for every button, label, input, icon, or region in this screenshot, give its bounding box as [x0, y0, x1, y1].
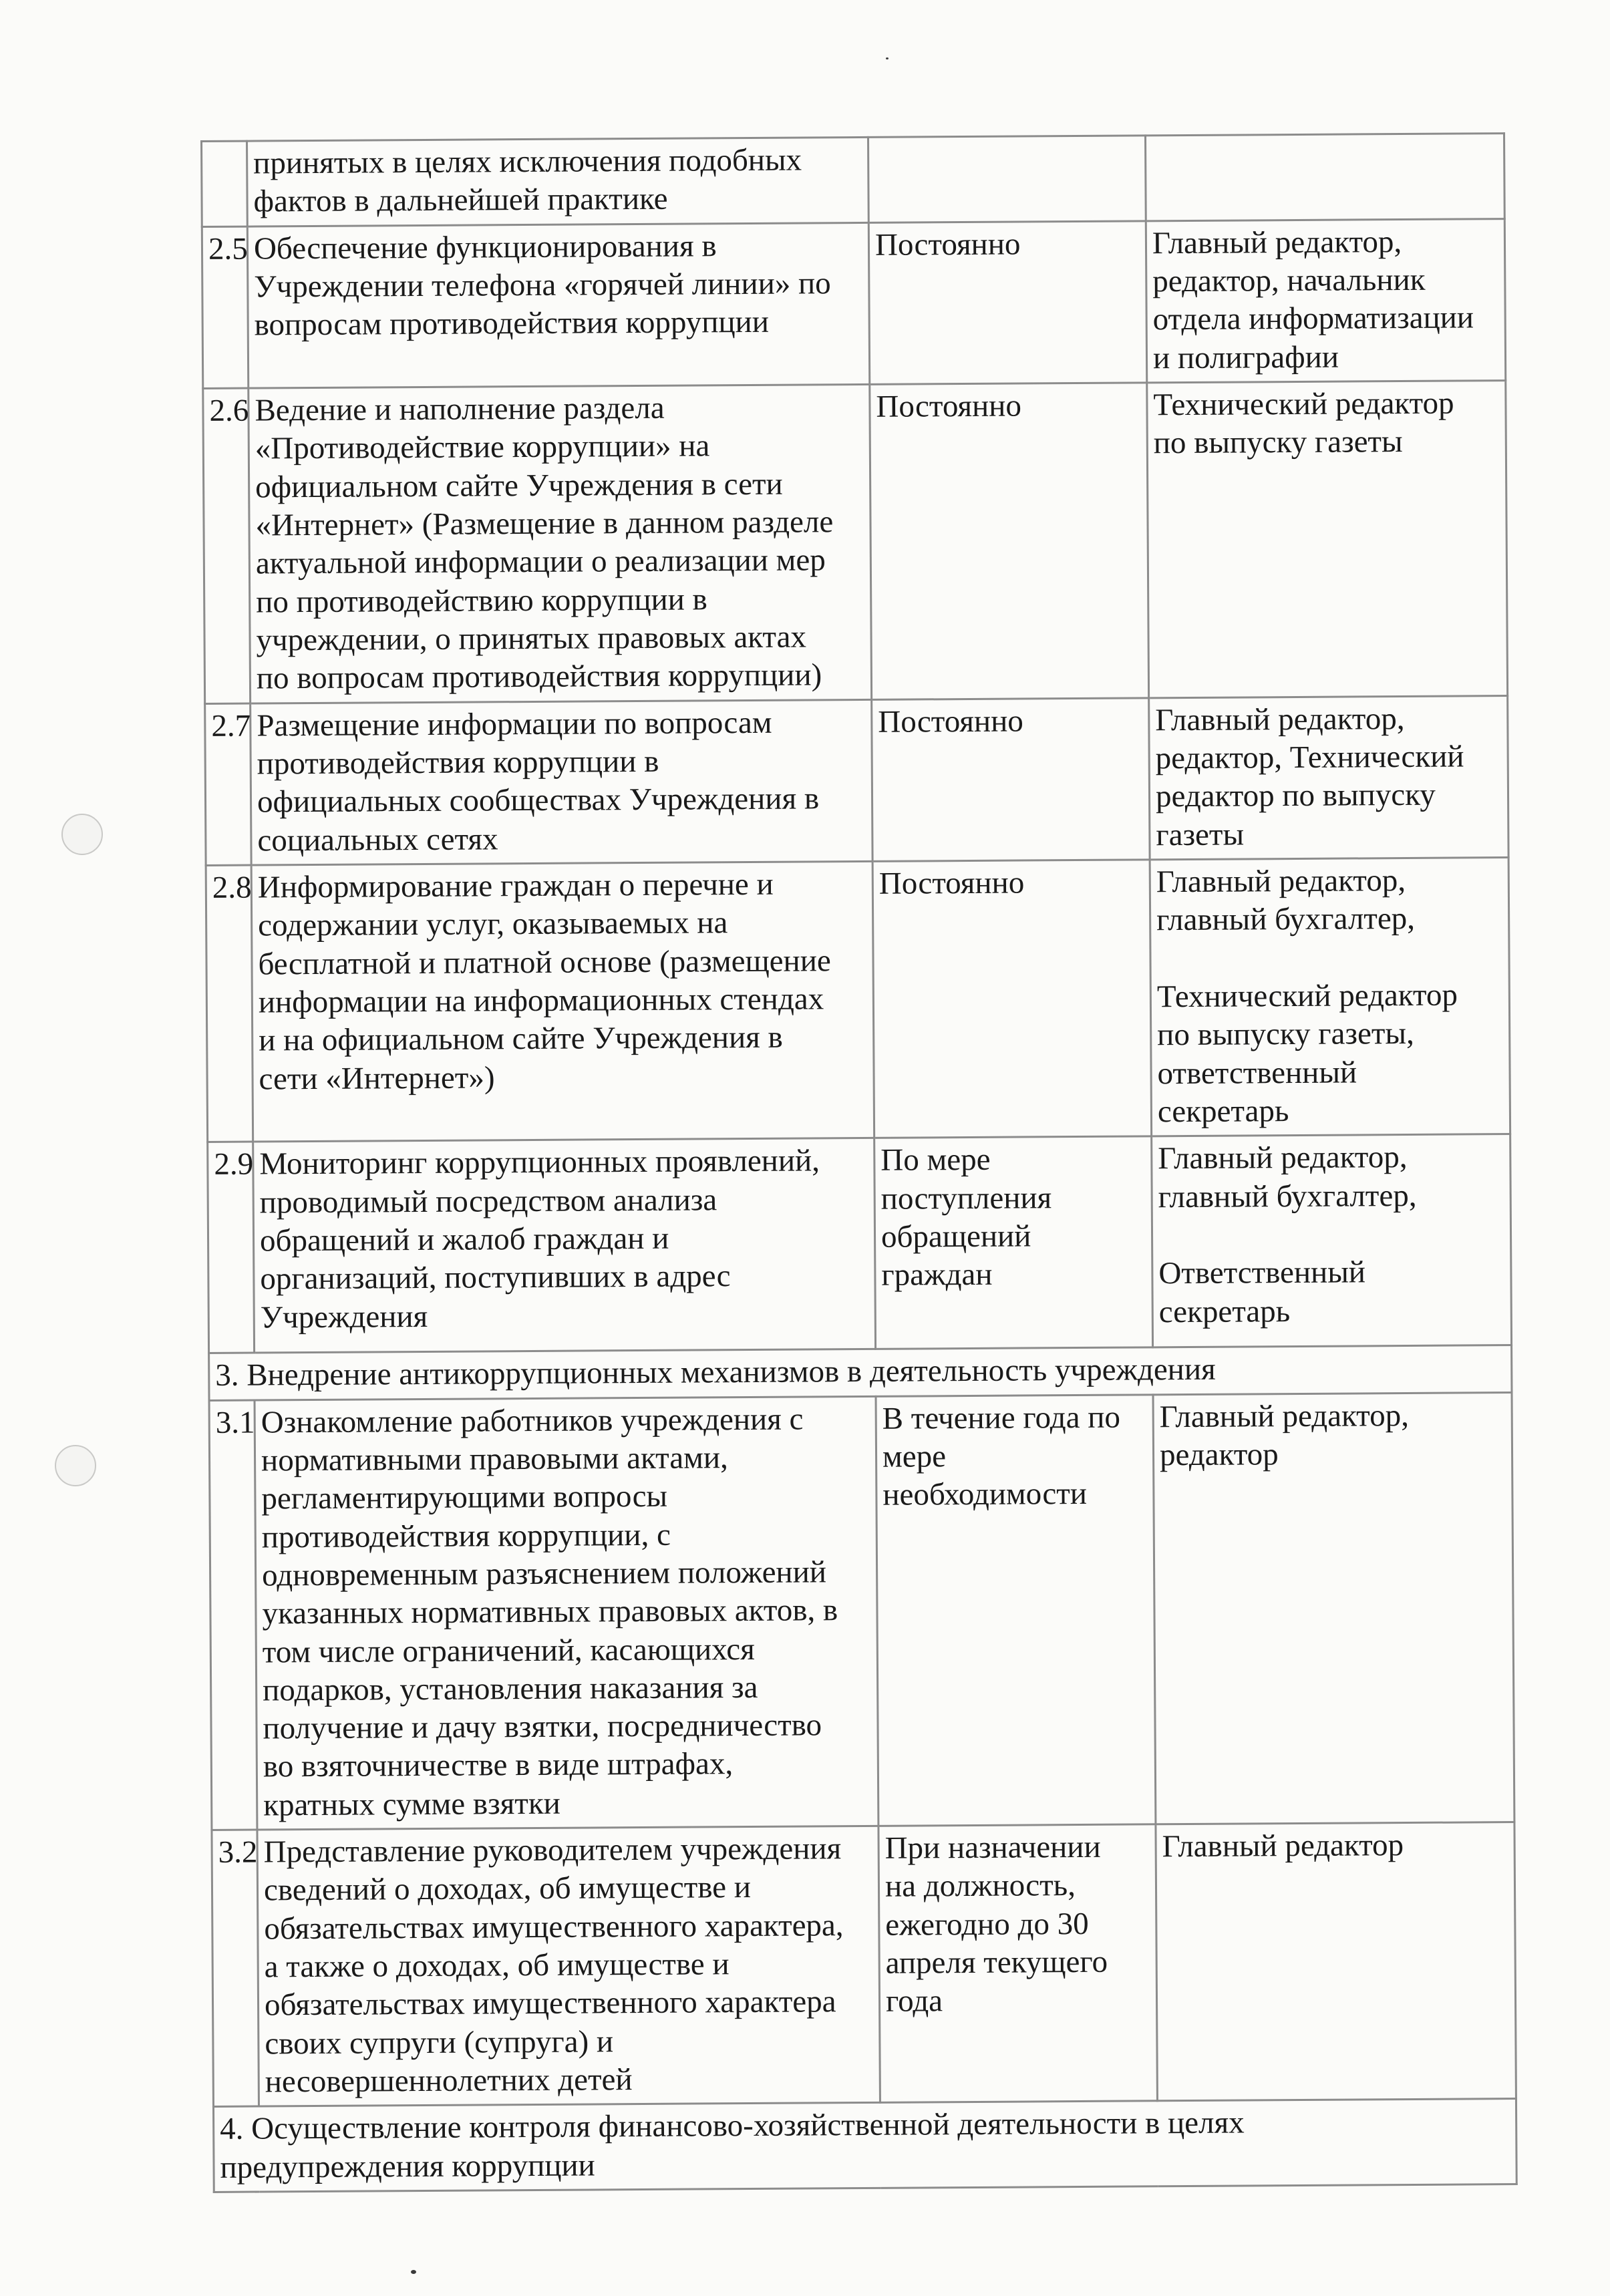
deadline-cell: В течение года по мере необходимости — [876, 1394, 1156, 1826]
row-number: 2.6 — [203, 388, 251, 703]
document-page — [200, 132, 1516, 2193]
punch-hole — [61, 814, 103, 855]
deadline-cell — [868, 136, 1146, 222]
responsible-cell: Технический редактор по выпуску газеты — [1147, 381, 1508, 698]
deadline-cell: Постоянно — [872, 860, 1152, 1138]
anticorruption-plan-table — [200, 132, 1518, 2193]
row-number: 2.7 — [205, 703, 251, 866]
row-number: 3.1 — [209, 1400, 257, 1830]
table-row — [212, 1822, 1516, 2107]
responsible-cell: Главный редактор, редактор — [1153, 1392, 1514, 1824]
measure-cell: Размещение информации по вопросам противодействия коррупции в официальных сообществах Учреждения в социальных сетях — [251, 699, 872, 865]
responsible-cell: Главный редактор — [1156, 1822, 1516, 2102]
responsible-cell: Главный редактор, редактор, начальник отдела информатизации и полиграфии — [1146, 218, 1505, 383]
row-number: 2.9 — [208, 1142, 255, 1353]
row-number — [202, 141, 248, 226]
responsible-cell — [1145, 134, 1504, 221]
measure-cell: Обеспечение функционирования в Учреждении телефона «горячей линии» по вопросам противодействия коррупции — [247, 222, 869, 388]
section-3-heading: 3. Внедрение антикоррупционных механизмов в деятельность учреждения — [209, 1345, 1512, 1400]
table-row — [202, 134, 1505, 227]
table-row — [203, 381, 1508, 704]
measure-cell: Ведение и наполнение раздела «Противодействие коррупции» на официальном сайте Учреждения в сети «Интернет» (Размещение в данном разделе актуальной информации о реализации мер по противодействию коррупции в учреждении, о принятых правовых актах по вопросам противодействия коррупции) — [249, 384, 872, 703]
section-heading-row — [213, 2099, 1516, 2192]
responsible-cell: Главный редактор, главный бухгалтер, Технический редактор по выпуску газеты, ответственный секретарь — [1150, 857, 1510, 1136]
deadline-cell: Постоянно — [870, 383, 1149, 699]
measure-cell: Ознакомление работников учреждения с нормативными правовыми актами, регламентирующими вопросы противодействия коррупции, с одновременным разъяснением положений указанных нормативных правовых актов, в том числе ограничений, касающихся подарков, установления наказания за получение и дачу взятки, посредничество во взяточничестве в виде штрафах, кратных сумме взятки — [255, 1396, 878, 1830]
table-row — [206, 857, 1510, 1142]
scan-speck — [886, 57, 889, 59]
deadline-cell: При назначении на должность, ежегодно до 30 апреля текущего года — [878, 1824, 1158, 2103]
table-row — [202, 218, 1505, 388]
measure-cell: принятых в целях исключения подобных фактов в дальнейшей практике — [247, 137, 869, 226]
measure-cell: Представление руководителем учреждения сведений о доходах, об имуществе и обязательствах имущественного характера, а также о доходах, об имуществе и обязательствах имущественного характера своих супруги (супруга) и несовершеннолетних детей — [257, 1826, 880, 2106]
scan-speck — [411, 2270, 416, 2274]
deadline-cell: Постоянно — [868, 221, 1146, 385]
table-row — [209, 1392, 1514, 1830]
measure-cell: Информирование граждан о перечне и содержании услуг, оказываемых на бесплатной и платной основе (размещение информации на информационных стендах и на официальном сайте Учреждения в сети «Интернет») — [251, 861, 874, 1142]
row-number: 2.5 — [202, 226, 248, 389]
deadline-cell: По мере поступления обращений граждан — [874, 1136, 1153, 1349]
punch-hole — [55, 1445, 96, 1486]
table-row — [205, 695, 1508, 865]
table-row — [208, 1134, 1512, 1353]
section-4-heading: 4. Осуществление контроля финансово-хозяйственной деятельности в целях предупреждения коррупции — [213, 2099, 1516, 2192]
section-heading-row — [209, 1345, 1512, 1400]
measure-cell: Мониторинг коррупционных проявлений, проводимый посредством анализа обращений и жалоб граждан и организаций, поступивших в адрес Учреждения — [253, 1138, 876, 1353]
responsible-cell: Главный редактор, редактор, Технический редактор по выпуску газеты — [1149, 695, 1508, 860]
responsible-cell: Главный редактор, главный бухгалтер, Ответственный секретарь — [1152, 1134, 1512, 1347]
deadline-cell: Постоянно — [872, 697, 1150, 861]
row-number: 3.2 — [212, 1830, 259, 2107]
row-number: 2.8 — [206, 865, 253, 1142]
